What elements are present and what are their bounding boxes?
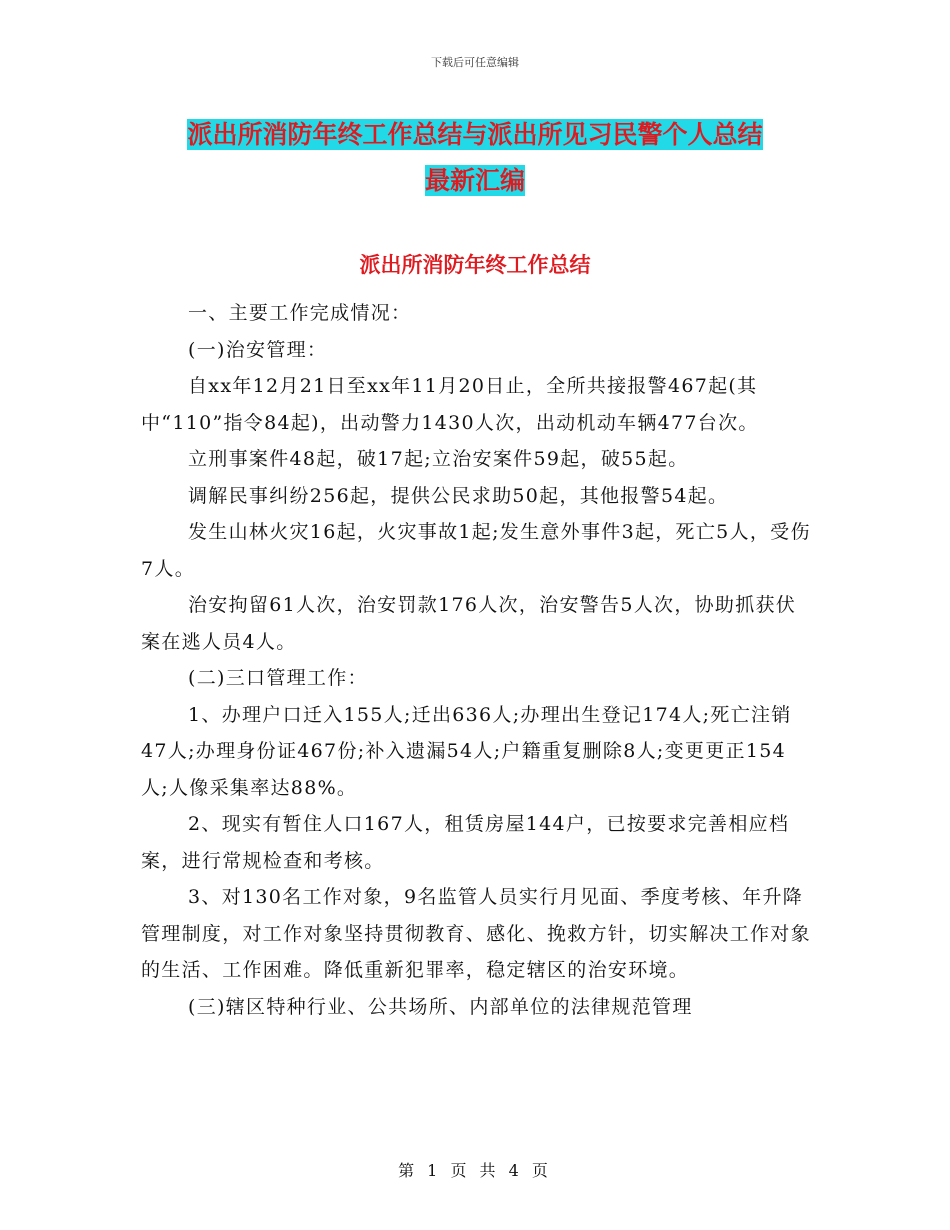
page-number: 第 1 页 共 4 页 [398, 1161, 552, 1180]
header-note: 下载后可任意编辑 [431, 56, 519, 69]
paragraph: (三)辖区特种行业、公共场所、内部单位的法律规范管理 [188, 995, 693, 1018]
section-title: 派出所消防年终工作总结 [359, 253, 591, 277]
paragraph: 自xx年12月21日至xx年11月20日止，全所共接报警467起(其中“110”指令84起)，出动警力1430人次，出动机动车辆477台次。 [141, 375, 759, 434]
paragraph: 一、主要工作完成情况： [188, 302, 412, 324]
document-title-line-2: 最新汇编 [424, 166, 525, 195]
paragraph: (一)治安管理： [188, 338, 328, 361]
document-body [141, 295, 811, 1025]
paragraph: 3、对130名工作对象，9名监管人员实行月见面、季度考核、年升降管理制度，对工作对象坚持贯彻教育、感化、挽救方针，切实解决工作对象的生活、工作困难。降低重新犯罪率，稳定辖区的治安环境。 [141, 886, 811, 981]
document-title [120, 112, 830, 204]
paragraph: 调解民事纠纷256起，提供公民求助50起，其他报警54起。 [188, 484, 729, 507]
paragraph: 2、现实有暂住人口167人，租赁房屋144户，已按要求完善相应档案，进行常规检查和考核。 [141, 813, 790, 872]
paragraph: 发生山林火灾16起，火灾事故1起;发生意外事件3起，死亡5人，受伤7人。 [141, 521, 811, 580]
paragraph: 治安拘留61人次，治安罚款176人次，治安警告5人次，协助抓获伏案在逃人员4人。 [141, 594, 797, 653]
paragraph: 立刑事案件48起，破17起;立治安案件59起，破55起。 [188, 448, 689, 470]
paragraph: (二)三口管理工作： [188, 667, 368, 689]
paragraph: 1、办理户口迁入155人;迁出636人;办理出生登记174人;死亡注销47人;办理身份证467份;补入遗漏54人;户籍重复删除8人;变更更正154人;人像采集率达88%。 [141, 703, 792, 799]
document-title-line-1: 派出所消防年终工作总结与派出所见习民警个人总结 [187, 120, 763, 149]
